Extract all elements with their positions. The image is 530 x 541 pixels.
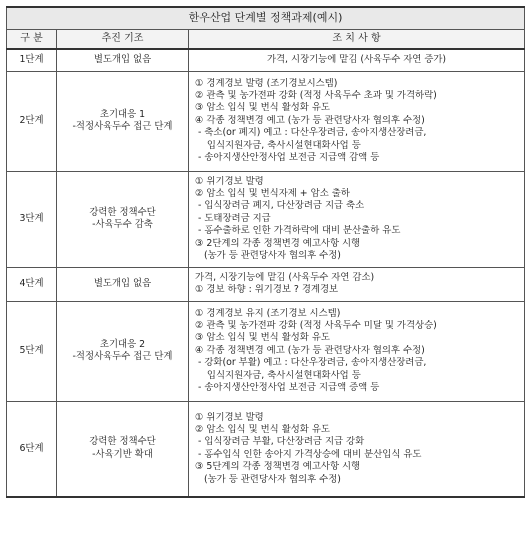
measures-cell	[189, 171, 525, 267]
basis-cell	[57, 71, 189, 171]
measure-line: ③ 암소 입식 및 번식 활성화 유도	[195, 102, 330, 114]
table-row	[7, 171, 525, 267]
stage-cell: 5단계	[7, 301, 57, 401]
measures-cell	[189, 301, 525, 401]
measure-line: ① 위기경보 발령	[195, 175, 264, 187]
basis-cell	[57, 171, 189, 267]
measures-cell	[189, 267, 525, 301]
policy-table-container	[6, 6, 524, 498]
basis-line: 초기대응 2	[99, 338, 146, 350]
measure-line: ③ 5단계의 각종 정책변경 예고사항 시행	[195, 461, 361, 473]
measure-line: ② 관측 및 농가전파 강화 (적정 사육두수 미달 및 가격상승)	[195, 319, 437, 331]
measure-line: (농가 등 관련당사자 협의후 수정)	[195, 473, 341, 485]
basis-line: -적정사육두수 접근 단계	[72, 351, 173, 362]
stage-cell: 4단계	[7, 267, 57, 301]
measure-line: ① 경계경보 유지 (조기경보 시스템)	[195, 307, 341, 319]
measure-line: ② 암소 입식 및 번식 활성화 유도	[195, 423, 330, 435]
measures-cell	[189, 49, 525, 71]
measure-line: - 입식장려금 부활, 다산장려금 지급 강화	[195, 436, 365, 448]
basis-line: 강력한 정책수단	[89, 436, 156, 448]
measure-line: - 축소(or 폐지) 예고 : 다산우장려금, 송아지생산장려금,	[195, 127, 427, 139]
table-row	[7, 401, 525, 497]
measure-line: (농가 등 관련당사자 협의후 수정)	[195, 250, 341, 262]
basis-line: 강력한 정책수단	[89, 206, 156, 218]
basis-cell	[57, 401, 189, 497]
measures-cell	[189, 71, 525, 171]
basis-line: 초기대응 1	[99, 108, 146, 120]
basis-cell	[57, 49, 189, 71]
measure-line: - 홍수입식 인한 송아지 가격상승에 대비 분산입식 유도	[195, 448, 422, 460]
policy-table	[6, 6, 525, 498]
measure-line: ① 경계경보 발령 (조기경보시스템)	[195, 77, 338, 89]
table-title: 한우산업 단계별 정책과제(예시)	[7, 7, 525, 30]
table-header-row	[7, 30, 525, 50]
stage-cell: 3단계	[7, 171, 57, 267]
stage-cell: 2단계	[7, 71, 57, 171]
header-measures: 조 치 사 항	[189, 30, 525, 50]
measure-line: ① 위기경보 발령	[195, 411, 264, 423]
table-row	[7, 301, 525, 401]
measure-line: ③ 암소 입식 및 번식 활성화 유도	[195, 332, 330, 344]
header-basis: 추진 기조	[57, 30, 189, 50]
measure-line: ① 경보 하향 : 위기경보 ? 경계경보	[195, 284, 339, 295]
measure-line: 입식지원자금, 축사시설현대화사업 등	[195, 139, 361, 151]
measure-line: ② 암소 입식 및 번식자제 + 암소 출하	[195, 187, 350, 199]
measure-line: 입식지원자금, 축사시설현대화사업 등	[195, 369, 361, 381]
header-stage: 구 분	[7, 30, 57, 50]
measure-line: - 강화(or 부활) 예고 : 다산우장려금, 송아지생산장려금,	[195, 357, 427, 369]
basis-line: 별도개입 없음	[93, 54, 152, 66]
measure-line: - 홍수출하로 인한 가격하락에 대비 분산출하 유도	[195, 225, 401, 237]
table-title-row	[7, 7, 525, 30]
stage-cell: 1단계	[7, 49, 57, 71]
measure-line: 가격, 시장기능에 맡김 (사육두수 자연 증가)	[266, 54, 447, 66]
basis-cell	[57, 267, 189, 301]
basis-line: -사육두수 감축	[92, 219, 153, 230]
stage-cell: 6단계	[7, 401, 57, 497]
measure-line: ③ 2단계의 각종 정책변경 예고사항 시행	[195, 237, 361, 249]
measures-cell	[189, 401, 525, 497]
measure-line: ② 관측 및 농가전파 강화 (적정 사육두수 초과 및 가격하락)	[195, 89, 437, 101]
measure-line: - 송아지생산안정사업 보전금 지급액 감액 등	[195, 152, 380, 164]
measure-line: ④ 각종 정책변경 예고 (농가 등 관련당사자 협의후 수정)	[195, 344, 425, 356]
measure-line: - 송아지생산안정사업 보전금 지급액 증액 등	[195, 382, 380, 394]
table-row	[7, 267, 525, 301]
measure-line: - 도태장려금 지급	[195, 212, 271, 224]
basis-cell	[57, 301, 189, 401]
basis-line: -적정사육두수 접근 단계	[72, 121, 173, 132]
measure-line: ④ 각종 정책변경 예고 (농가 등 관련당사자 협의후 수정)	[195, 114, 425, 126]
basis-line: 별도개입 없음	[93, 277, 152, 289]
table-row	[7, 49, 525, 71]
measure-line: - 입식장려금 폐지, 다산장려금 지급 축소	[195, 200, 365, 212]
table-row	[7, 71, 525, 171]
basis-line: -사육기반 확대	[92, 448, 153, 460]
measure-line: 가격, 시장기능에 맡김 (사육두수 자연 감소)	[195, 271, 375, 283]
